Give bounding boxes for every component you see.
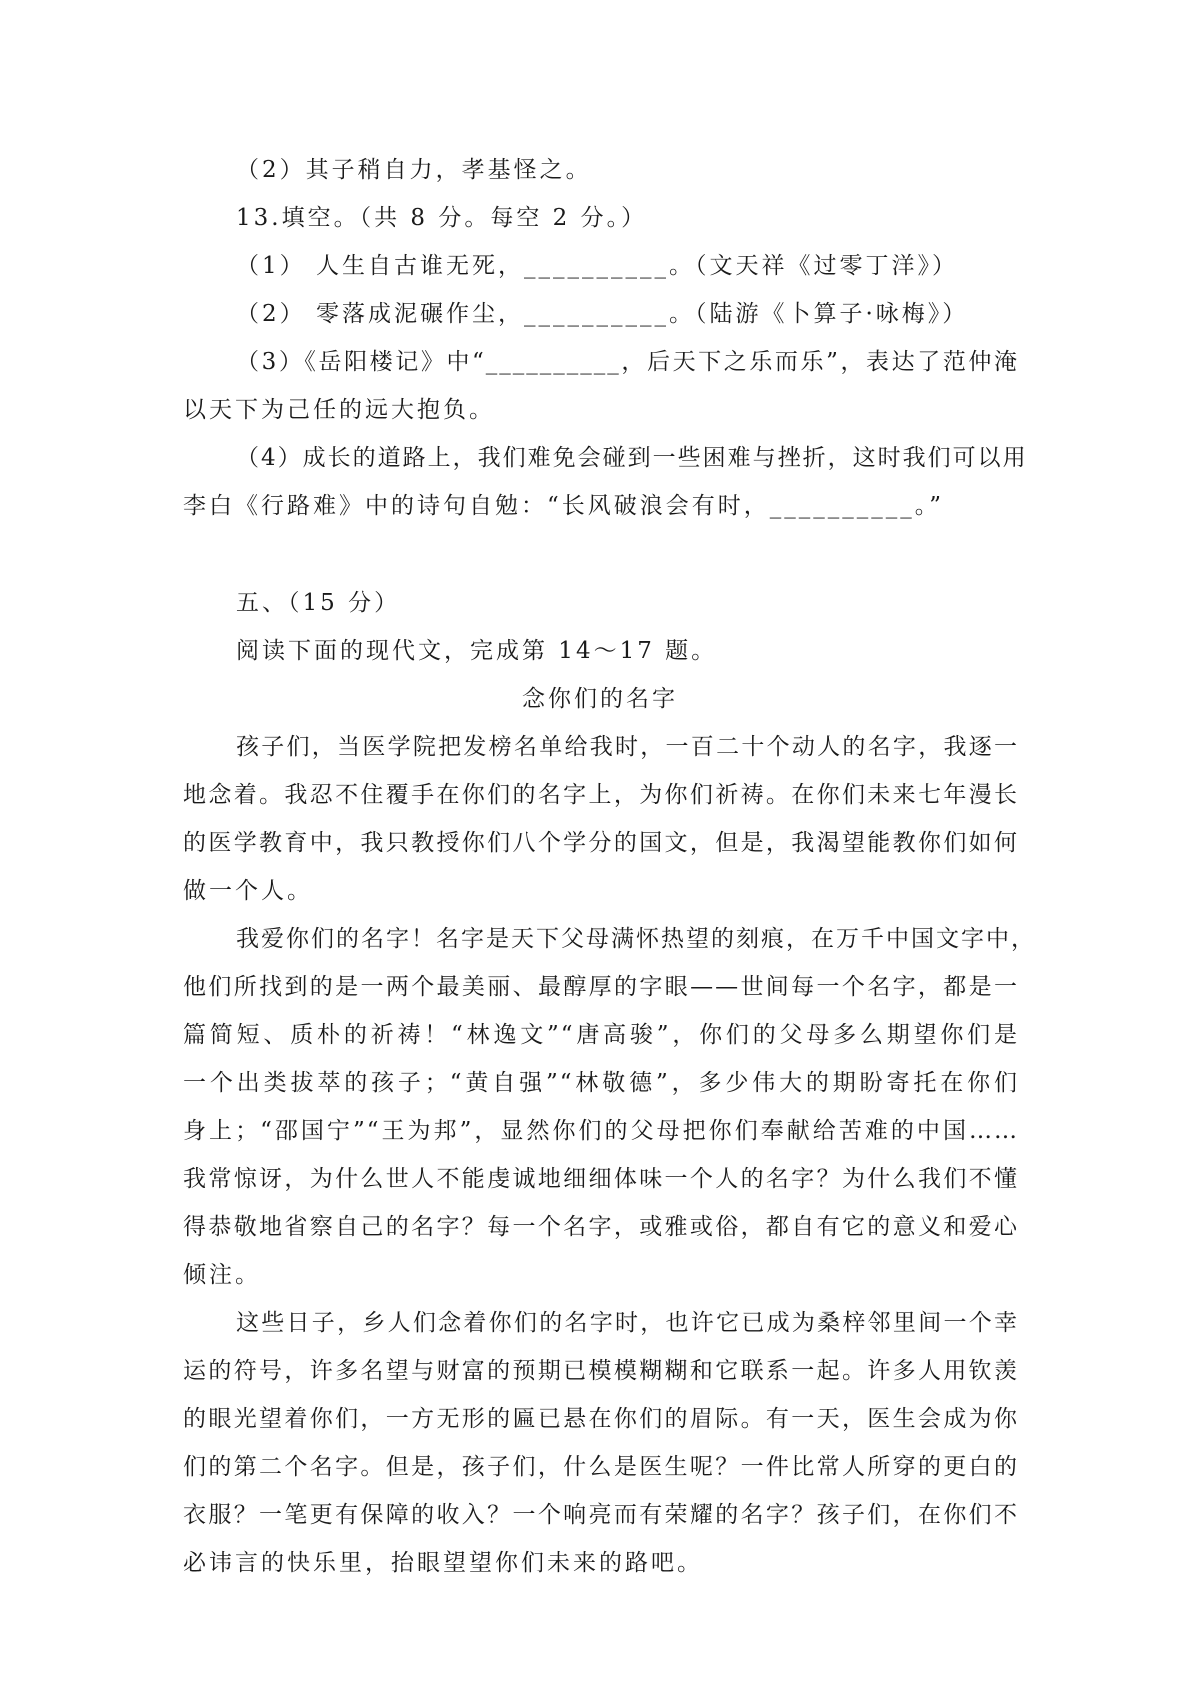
passage-line: 我常惊讶，为什么世人不能虔诚地细细体味一个人的名字？为什么我们不懂: [183, 1166, 1019, 1192]
question-13-item-4: （4）成长的道路上，我们难免会碰到一些困难与挫折，这时我们可以用: [236, 445, 1028, 471]
question-13-item-4-cont: 李白《行路难》中的诗句自勉：“长风破浪会有时，__________。”: [183, 493, 945, 519]
passage-line: 得恭敬地省察自己的名字？每一个名字，或雅或俗，都自有它的意义和爱心: [183, 1214, 1019, 1240]
question-13-item-1: （1） 人生自古谁无死，__________。（文天祥《过零丁洋》）: [236, 253, 958, 279]
passage-line: 运的符号，许多名望与财富的预期已模模糊糊和它联系一起。许多人用钦羡: [183, 1358, 1019, 1384]
passage-line: 篇简短、质朴的祈祷！“林逸文”“唐高骏”，你们的父母多么期望你们是: [183, 1022, 1019, 1048]
passage-line: 必讳言的快乐里，抬眼望望你们未来的路吧。: [183, 1550, 703, 1576]
passage-line: 一个出类拔萃的孩子；“黄自强”“林敬德”，多少伟大的期盼寄托在你们: [183, 1070, 1019, 1096]
question-13-item-3: （3）《岳阳楼记》中“__________，后天下之乐而乐”，表达了范仲淹: [236, 349, 1019, 375]
passage-line: 的医学教育中，我只教授你们八个学分的国文，但是，我渴望能教你们如何: [183, 830, 1019, 856]
passage-line: 他们所找到的是一两个最美丽、最醇厚的字眼——世间每一个名字，都是一: [183, 974, 1019, 1000]
passage-line: 的眼光望着你们，一方无形的匾已悬在你们的眉际。有一天，医生会成为你: [183, 1406, 1019, 1432]
passage-line: 地念着。我忍不住覆手在你们的名字上，为你们祈祷。在你们未来七年漫长: [183, 782, 1019, 808]
question-12-item-2: （2）其子稍自力，孝基怪之。: [236, 157, 592, 183]
passage-line: 身上；“邵国宁”“王为邦”，显然你们的父母把你们奉献给苦难的中国……: [183, 1118, 1019, 1144]
passage-line: 们的第二个名字。但是，孩子们，什么是医生呢？一件比常人所穿的更白的: [183, 1454, 1019, 1480]
passage-title: 念你们的名字: [522, 686, 678, 712]
passage-line: 我爱你们的名字！名字是天下父母满怀热望的刻痕，在万千中国文字中，: [236, 926, 1036, 952]
question-13-heading: 13.填空。（共 8 分。每空 2 分。）: [236, 205, 648, 231]
passage-line: 孩子们，当医学院把发榜名单给我时，一百二十个动人的名字，我逐一: [236, 734, 1019, 760]
section-5-heading: 五、（15 分）: [236, 590, 401, 616]
question-13-item-3-cont: 以天下为己任的远大抱负。: [183, 397, 495, 423]
section-5-instruction: 阅读下面的现代文，完成第 14～17 题。: [236, 638, 718, 664]
passage-line: 衣服？一笔更有保障的收入？一个响亮而有荣耀的名字？孩子们，在你们不: [183, 1502, 1019, 1528]
question-13-item-2: （2） 零落成泥碾作尘，__________。（陆游《卜算子·咏梅》）: [236, 301, 969, 327]
passage-line: 这些日子，乡人们念着你们的名字时，也许它已成为桑梓邻里间一个幸: [236, 1310, 1019, 1336]
passage-line: 倾注。: [183, 1262, 261, 1288]
passage-line: 做一个人。: [183, 878, 313, 904]
